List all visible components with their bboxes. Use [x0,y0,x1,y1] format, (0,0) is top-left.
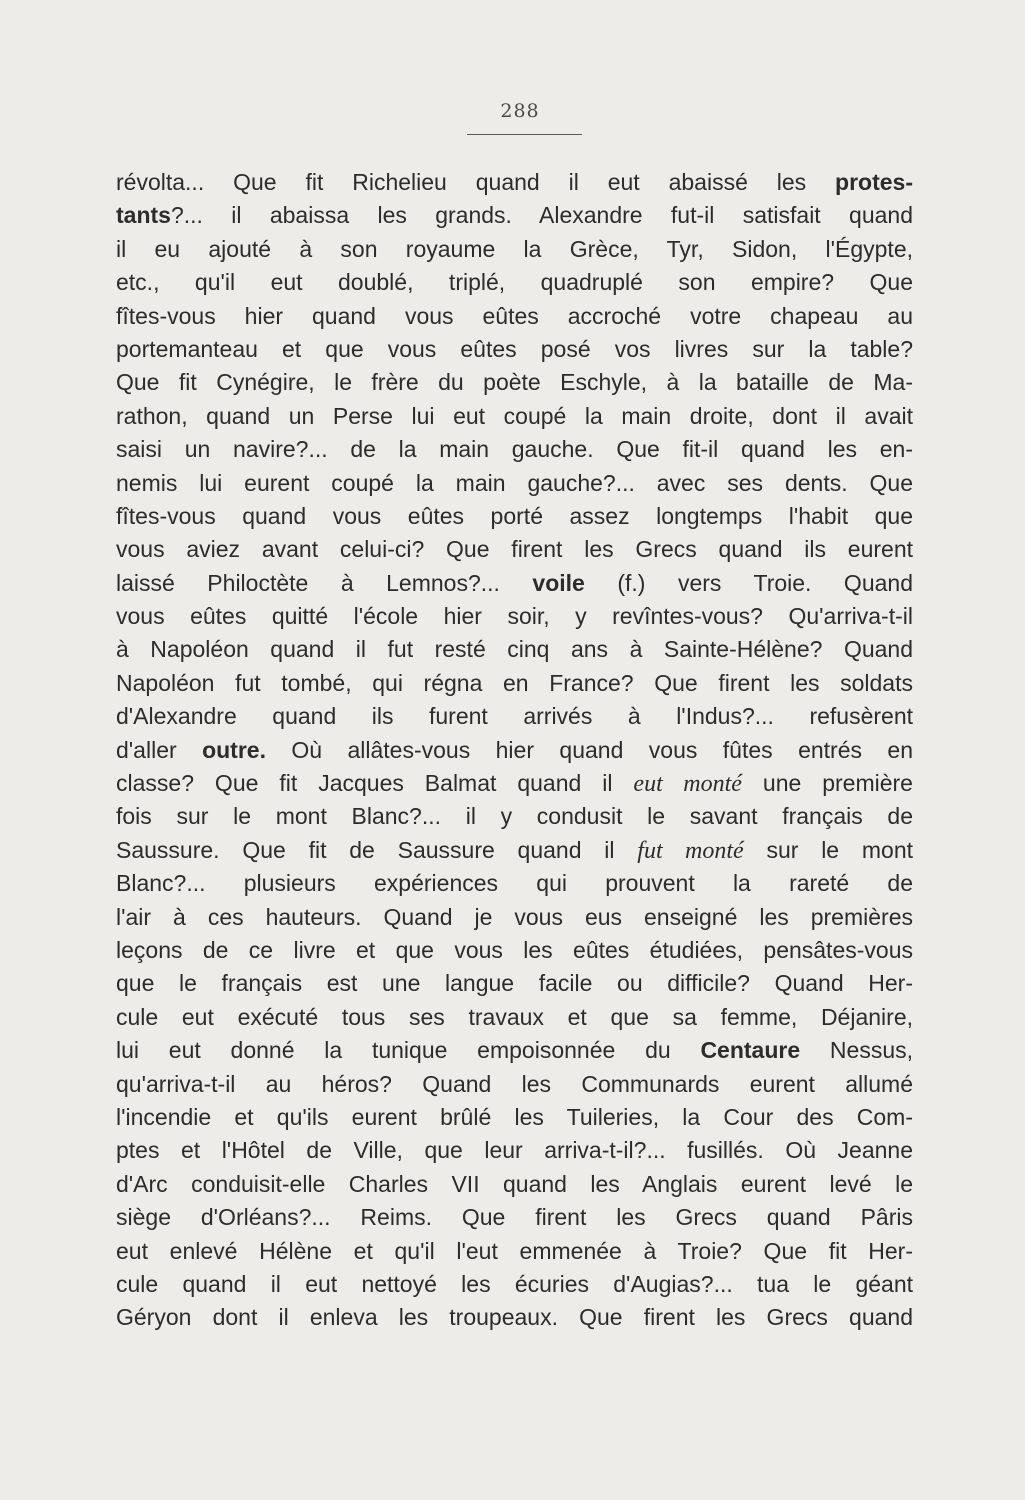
bold-term: protes- [835,169,913,195]
text-run: cule quand il eut nettoyé les écuries d'Augias?... tua le géant [116,1270,913,1297]
bold-term: outre. [202,736,266,763]
text-line [116,300,913,333]
text-line [116,700,913,733]
text-run: (f.) vers Troie. Quand [584,569,913,596]
text-run: vous aviez avant celui-ci? Que firent les Grecs quand ils eurent [116,536,913,563]
page-number: 288 [500,100,540,122]
text-line [116,734,913,767]
text-run: nemis lui eurent coupé la main gauche?... avec ses dents. Que [116,469,913,496]
text-run: lui eut donné la tunique empoisonnée du [116,1037,701,1064]
text-run: leçons de ce livre et que vous les eûtes étudiées, pensâtes-vous [116,936,913,963]
text-run: cule eut exécuté tous ses travaux et que sa femme, Déjanire, [116,1003,913,1030]
text-line [116,1101,913,1134]
text-run: ptes et l'Hôtel de Ville, que leur arriva-t-il?... fusillés. Où Jeanne [116,1137,913,1164]
text-line [116,1068,913,1101]
text-run: d'Arc conduisit-elle Charles VII quand les Anglais eurent levé le [116,1170,913,1197]
text-run: une première [741,770,913,797]
text-run: révolta... Que fit Richelieu quand il eut abaissé les [116,169,836,195]
text-line [116,1134,913,1167]
text-line [116,366,913,399]
text-run: vous eûtes quitté l'école hier soir, y revîntes-vous? Qu'arriva-t-il [116,603,913,630]
text-run: portemanteau et que vous eûtes posé vos livres sur la table? [116,335,913,362]
text-line [116,934,913,967]
text-run: ?... il abaissa les grands. Alexandre fut-il satisfait quand [170,202,913,229]
text-line [116,266,913,299]
text-line [116,500,913,533]
text-line [116,1235,913,1268]
text-run: Que fit Cynégire, le frère du poète Eschyle, à la bataille de Ma- [116,369,913,396]
text-line [116,834,913,867]
text-run: etc., qu'il eut doublé, triplé, quadruplé son empire? Que [116,269,913,296]
text-run: siège d'Orléans?... Reims. Que firent les Grecs quand Pâris [116,1204,913,1231]
text-run: sur le mont [743,836,914,863]
italic-phrase: eut monté [633,771,742,798]
text-line [116,233,913,266]
text-line [116,166,913,199]
text-run: l'air à ces hauteurs. Quand je vous eus enseigné les premières [116,903,913,930]
text-line [116,467,913,500]
text-line [116,1301,913,1334]
text-run: laissé Philoctète à Lemnos?... [116,569,533,596]
text-run: qu'arriva-t-il au héros? Quand les Communards eurent allumé [116,1070,913,1097]
text-line [116,400,913,433]
text-line [116,1034,913,1067]
text-line [116,1201,913,1234]
text-line [116,901,913,934]
text-line [116,1168,913,1201]
text-run: rathon, quand un Perse lui eut coupé la main droite, dont il avait [116,402,913,429]
text-line [116,333,913,366]
text-run: Napoléon fut tombé, qui régna en France? Que firent les soldats [116,669,913,696]
text-run: Où allâtes-vous hier quand vous fûtes entrés en [265,736,913,763]
text-line [116,867,913,900]
body-text [116,166,913,1335]
text-run: saisi un navire?... de la main gauche. Que fit-il quand les en- [116,436,913,463]
text-run: classe? Que fit Jacques Balmat quand il [116,770,634,797]
text-run: Nessus, [800,1037,914,1064]
text-line [116,567,913,600]
text-line [116,199,913,232]
text-run: Blanc?... plusieurs expériences qui prouvent la rareté de [116,870,913,897]
text-run: fîtes-vous hier quand vous eûtes accroché votre chapeau au [116,302,913,329]
text-line [116,633,913,666]
text-run: Géryon dont il enleva les troupeaux. Que firent les Grecs quand [116,1304,913,1331]
text-line [116,1001,913,1034]
text-run: à Napoléon quand il fut resté cinq ans à Sainte-Hélène? Quand [116,636,913,663]
text-run: fois sur le mont Blanc?... il y condusit le savant français de [116,803,913,830]
text-run: d'Alexandre quand ils furent arrivés à l'Indus?... refusèrent [116,703,913,730]
text-line [116,600,913,633]
italic-phrase: fut monté [637,837,744,864]
text-line [116,433,913,466]
text-line [116,1268,913,1301]
text-run: eut enlevé Hélène et qu'il l'eut emmenée à Troie? Que fit Her- [116,1237,913,1264]
text-line [116,800,913,833]
text-run: d'aller [116,736,203,763]
text-run: l'incendie et qu'ils eurent brûlé les Tuileries, la Cour des Com- [116,1103,913,1130]
text-line [116,767,913,800]
text-run: Saussure. Que fit de Saussure quand il [116,836,638,863]
text-run: il eu ajouté à son royaume la Grèce, Tyr, Sidon, l'Égypte, [116,235,913,262]
text-line [116,667,913,700]
bold-term: Centaure [700,1037,801,1064]
text-run: que le français est une langue facile ou difficile? Quand Her- [116,970,913,997]
text-line [116,533,913,566]
bold-term: voile [532,569,585,596]
text-run: fîtes-vous quand vous eûtes porté assez longtemps l'habit que [116,502,913,529]
bold-term: tants [116,202,171,229]
header-rule [467,134,582,135]
text-line [116,967,913,1000]
